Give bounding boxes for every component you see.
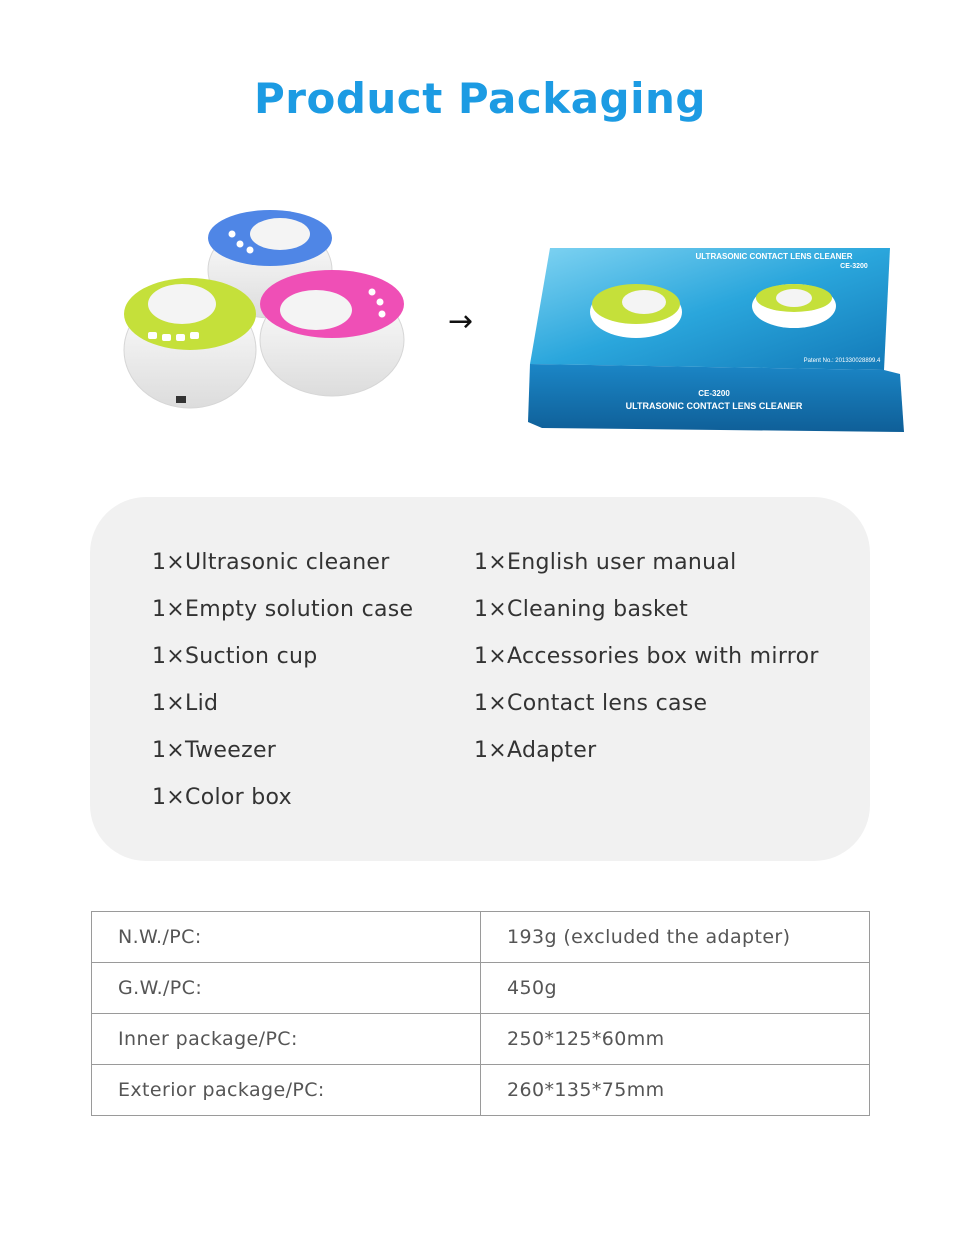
contents-right-column	[474, 539, 819, 774]
specs-table	[91, 911, 870, 1116]
spec-value: 260*135*75mm	[481, 1065, 870, 1116]
page-title: Product Packaging	[253, 74, 706, 123]
list-item: 1×English user manual	[474, 550, 737, 575]
box-model-bottom: CE-3200	[698, 389, 730, 398]
list-item: 1×Cleaning basket	[474, 597, 689, 622]
box-top-line: ULTRASONIC CONTACT LENS CLEANER	[695, 252, 853, 261]
spec-key: Inner package/PC:	[92, 1014, 481, 1065]
table-row	[92, 1065, 870, 1116]
package-contents-panel	[90, 497, 870, 861]
spec-key: G.W./PC:	[92, 963, 481, 1014]
box-model-top: CE-3200	[840, 263, 868, 270]
list-item: 1×Ultrasonic cleaner	[152, 550, 390, 575]
cleaner-units-image	[110, 200, 430, 420]
table-row	[92, 912, 870, 963]
box-patent: Patent No.: 201330028899.4	[803, 358, 881, 364]
box-bottom-line: ULTRASONIC CONTACT LENS CLEANER	[625, 401, 803, 411]
list-item: 1×Tweezer	[152, 738, 277, 763]
list-item: 1×Adapter	[474, 738, 597, 763]
spec-key: Exterior package/PC:	[92, 1065, 481, 1116]
table-row	[92, 1014, 870, 1065]
list-item: 1×Suction cup	[152, 644, 318, 669]
list-item: 1×Color box	[152, 785, 292, 810]
contents-left-column	[152, 539, 413, 821]
retail-box-image	[524, 242, 908, 434]
table-row	[92, 963, 870, 1014]
green-cleaner-unit	[124, 278, 256, 408]
spec-value: 450g	[481, 963, 870, 1014]
list-item: 1×Contact lens case	[474, 691, 708, 716]
list-item: 1×Accessories box with mirror	[474, 644, 819, 669]
list-item: 1×Empty solution case	[152, 597, 414, 622]
list-item: 1×Lid	[152, 691, 219, 716]
spec-value: 250*125*60mm	[481, 1014, 870, 1065]
spec-value: 193g (excluded the adapter)	[481, 912, 870, 963]
pink-cleaner-unit	[260, 270, 404, 396]
arrow-icon: →	[448, 304, 474, 339]
spec-key: N.W./PC:	[92, 912, 481, 963]
